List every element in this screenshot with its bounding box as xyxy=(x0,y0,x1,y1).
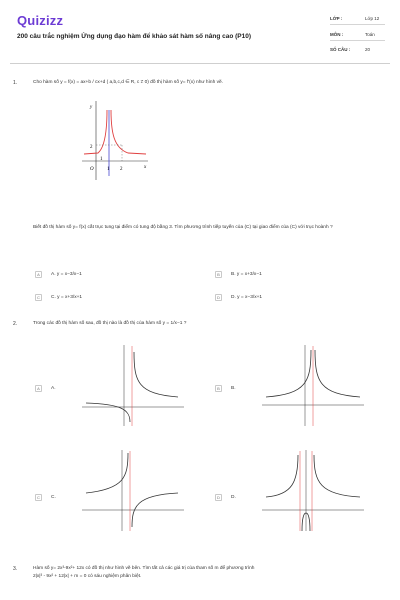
quizizz-logo: Quizizz xyxy=(17,13,64,28)
subject-value: Toán xyxy=(365,32,375,37)
header-divider xyxy=(10,63,390,64)
option-a-box[interactable]: A xyxy=(35,385,42,392)
question-followup: Biết đồ thị hàm số y= f(x) cắt trục tung tại điểm có tung độ bằng 3. Tìm phương trình tiếp tuyến của (C) tại giao điểm của (C) với trục hoành ? xyxy=(33,225,333,230)
curve-left xyxy=(84,110,107,154)
option-d-text[interactable]: D. xyxy=(231,495,236,500)
y-tick-label: 2 xyxy=(90,145,93,150)
question-text: Cho hàm số y = f(x) = ax+b / cx+d ( a,b,c,d ∈ R, c ≠ 0) đồ thị hàm số y= f'(x) như hình vẽ. xyxy=(33,80,223,85)
option-c-text[interactable]: C. y = x+3/x+1 xyxy=(51,295,83,300)
graph-option-d xyxy=(258,447,370,533)
meta-divider xyxy=(330,24,385,25)
class-value: Lớp 12 xyxy=(365,16,380,21)
page-title: 200 câu trắc nghiệm Ứng dụng đạo hàm để khảo sát hàm số nâng cao (P10) xyxy=(17,33,252,40)
curve-right xyxy=(111,110,146,154)
origin-label: O xyxy=(90,167,94,172)
y-tick-label: 1 xyxy=(100,157,103,162)
graph-option-a xyxy=(78,342,190,428)
question-count-label: SỐ CÂU : xyxy=(330,47,351,52)
derivative-graph xyxy=(78,98,150,182)
option-c-box[interactable]: C xyxy=(35,294,42,301)
x-tick-label: 1 xyxy=(107,167,110,172)
option-c-box[interactable]: C xyxy=(35,494,42,501)
question-text: Hàm số y= 2x³-9x²+ 12x có đồ thị như hình vẽ bên. Tìm tất cả các giá trị của tham số m để phương trình xyxy=(33,566,255,571)
option-d-box[interactable]: D xyxy=(215,294,222,301)
question-count-value: 20 xyxy=(365,47,371,52)
question-text-line2: 2|x|³ - 9x² + 12|x| + m = 0 có sáu nghiệm phân biệt. xyxy=(33,574,142,579)
question-number: 2. xyxy=(13,321,18,327)
graph-option-c xyxy=(78,447,190,533)
option-b-box[interactable]: B xyxy=(215,271,222,278)
x-tick-label: 2 xyxy=(120,167,123,172)
option-a-text[interactable]: A. y = x−3/x−1 xyxy=(51,272,82,277)
y-axis-label: y xyxy=(90,105,93,110)
x-axis-label: x xyxy=(144,165,147,170)
option-b-text[interactable]: B. y = x+3/x−1 xyxy=(231,272,262,277)
option-d-text[interactable]: D. y = x−3/x+1 xyxy=(231,295,263,300)
meta-divider xyxy=(330,40,385,41)
graph-option-b xyxy=(258,342,370,428)
option-c-text[interactable]: C. xyxy=(51,495,56,500)
option-b-box[interactable]: B xyxy=(215,385,222,392)
option-a-text[interactable]: A. xyxy=(51,386,56,391)
option-b-text[interactable]: B. xyxy=(231,386,236,391)
option-d-box[interactable]: D xyxy=(215,494,222,501)
class-label: LỚP : xyxy=(330,16,343,21)
question-text: Trong các đồ thị hàm số sau, đồ thị nào là đồ thị của hàm số y = 1/x−1 ? xyxy=(33,321,187,326)
question-number: 1. xyxy=(13,80,18,86)
option-a-box[interactable]: A xyxy=(35,271,42,278)
subject-label: MÔN : xyxy=(330,32,344,37)
question-number: 3. xyxy=(13,566,18,572)
